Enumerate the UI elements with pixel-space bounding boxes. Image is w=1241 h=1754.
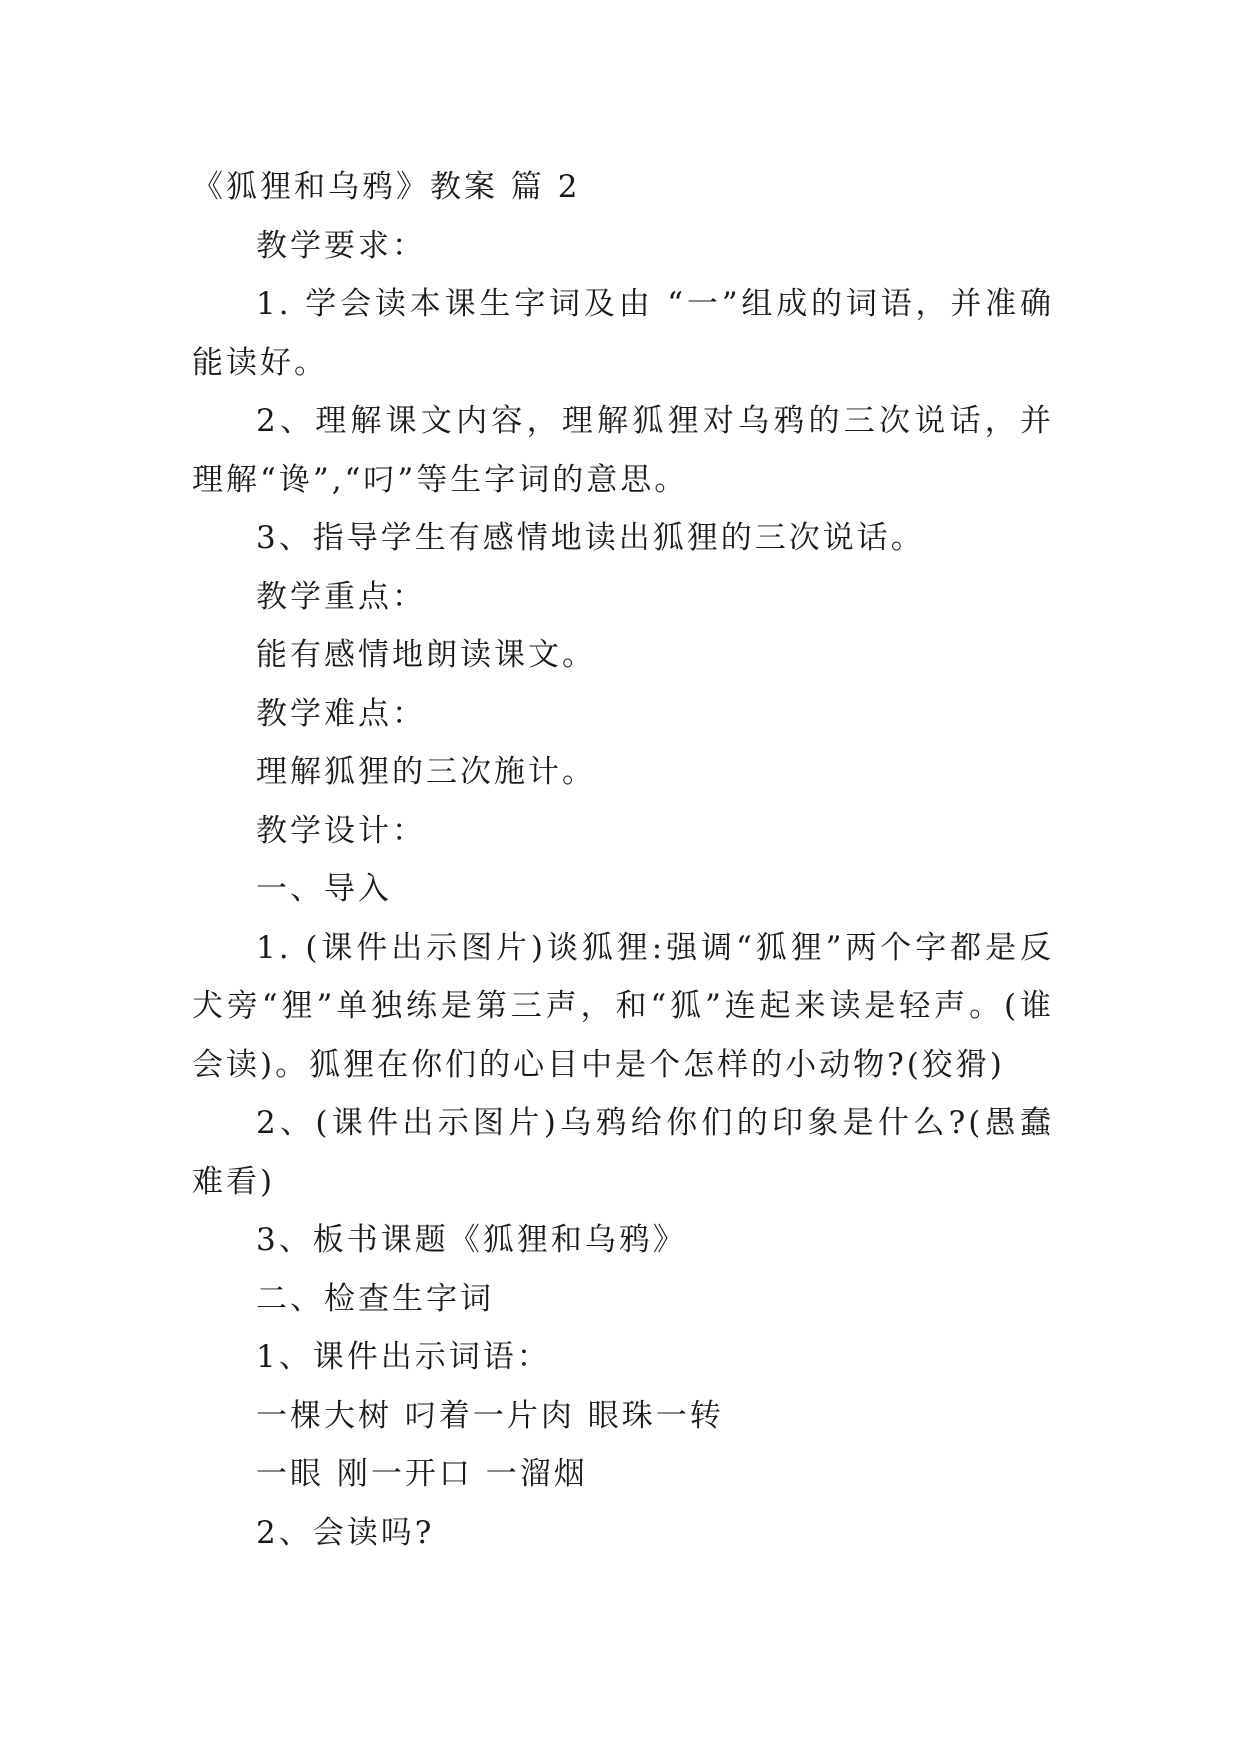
paragraph-intro-3: 3、板书课题《狐狸和乌鸦》 bbox=[256, 1222, 687, 1258]
paragraph-difficulties-heading: 教学难点： bbox=[256, 695, 426, 732]
paragraph-teaching-requirements: 教学要求： bbox=[256, 227, 426, 264]
paragraph-check-1: 1、课件出示词语： bbox=[256, 1339, 551, 1375]
document-body bbox=[192, 158, 1067, 1562]
document-title: 《狐狸和乌鸦》教案 篇 2 bbox=[192, 169, 581, 205]
paragraph-key-points: 能有感情地朗读课文。 bbox=[256, 637, 596, 673]
paragraph-difficulties: 理解狐狸的三次施计。 bbox=[256, 754, 596, 790]
paragraph-requirement-2: 2、理解课文内容，理解狐狸对乌鸦的三次说话，并理解“谗”,“叼”等生字词的意思。 bbox=[192, 403, 1054, 498]
paragraph-requirement-1: 1. 学会读本课生字词及由 “一”组成的词语，并准确能读好。 bbox=[192, 286, 1054, 381]
paragraph-intro-1: 1. (课件出示图片)谈狐狸:强调“狐狸”两个字都是反犬旁“狸”单独练是第三声，和“狐”连起来读是轻声。(谁会读)。狐狸在你们的心目中是个怎样的小动物?(狡猾) bbox=[192, 929, 1054, 1083]
paragraph-key-points-heading: 教学重点： bbox=[256, 578, 426, 615]
paragraph-design-heading: 教学设计： bbox=[256, 812, 426, 849]
paragraph-check-2: 2、会读吗? bbox=[256, 1514, 435, 1551]
paragraph-word-list-2: 一眼 刚一开口 一溜烟 bbox=[256, 1456, 588, 1492]
section-heading-check-words: 二、检查生字词 bbox=[256, 1280, 494, 1317]
paragraph-requirement-3: 3、指导学生有感情地读出狐狸的三次说话。 bbox=[256, 520, 925, 556]
paragraph-word-list-1: 一棵大树 叼着一片肉 眼珠一转 bbox=[256, 1397, 724, 1434]
section-heading-intro: 一、导入 bbox=[256, 871, 392, 907]
paragraph-intro-2: 2、(课件出示图片)乌鸦给你们的印象是什么?(愚蠢 难看) bbox=[192, 1105, 1067, 1200]
